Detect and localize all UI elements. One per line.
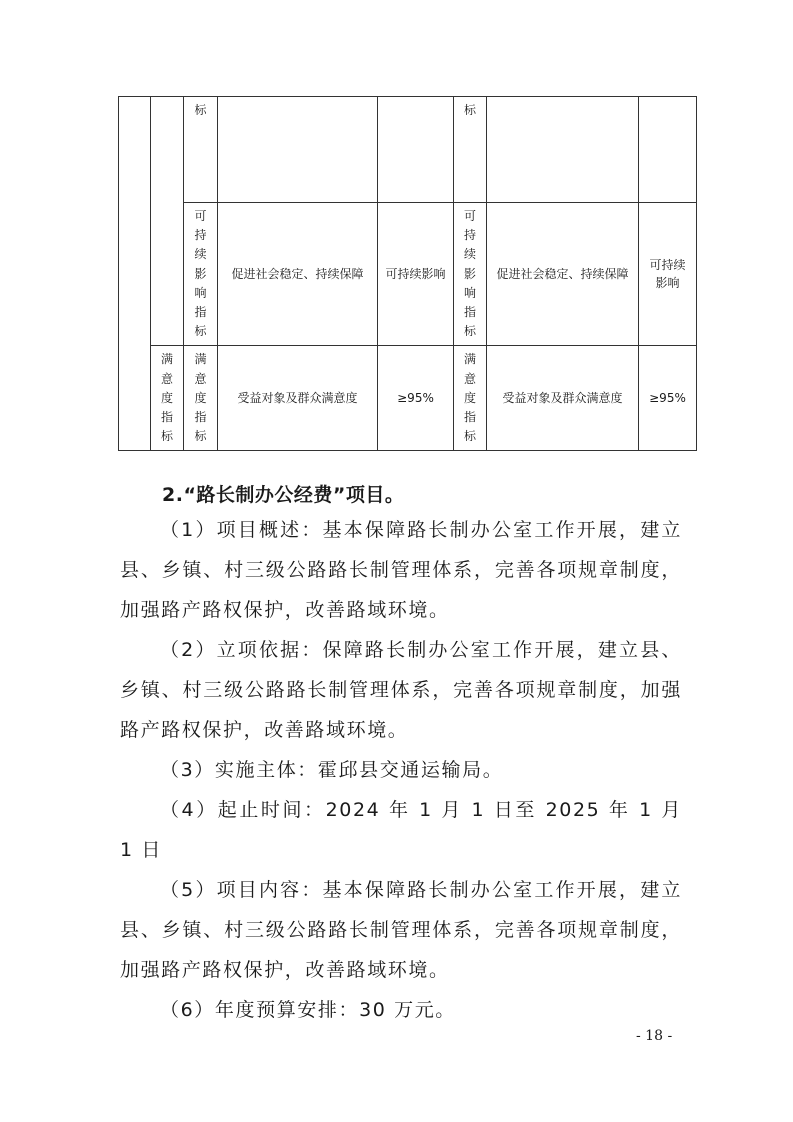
table-cell-value: ≥95% xyxy=(378,346,454,451)
table-cell-value: ≥95% xyxy=(639,346,697,451)
table-cell-sub-indicator: 标 xyxy=(184,97,218,203)
section-heading: 2.“路长制办公经费”项目。 xyxy=(162,484,405,506)
table-cell-blank-inner xyxy=(151,97,184,346)
indicator-table xyxy=(118,96,697,451)
table-cell-content xyxy=(218,97,378,203)
table-cell-blank-outer xyxy=(119,97,151,451)
table-cell-sub-indicator: 可 持 续 影 响 指 标 xyxy=(454,203,487,346)
table-cell-content xyxy=(487,97,639,203)
table-cell-value xyxy=(639,97,697,203)
table-row xyxy=(119,203,697,346)
paragraph-content: （5）项目内容：基本保障路长制办公室工作开展，建立县、乡镇、村三级公路路长制管理体系，完善各项规章制度，加强路产路权保护，改善路域环境。 xyxy=(120,879,682,981)
table-cell-value: 可持续影响 xyxy=(639,203,697,346)
table-cell-sub-indicator: 满 意 度 指 标 xyxy=(184,346,218,451)
table-cell-content: 受益对象及群众满意度 xyxy=(218,346,378,451)
table-cell-sub-indicator: 满 意 度 指 标 xyxy=(454,346,487,451)
paragraph-budget: （6）年度预算安排：30 万元。 xyxy=(160,999,456,1021)
table-cell-content: 促进社会稳定、持续保障 xyxy=(218,203,378,346)
paragraph-basis: （2）立项依据：保障路长制办公室工作开展，建立县、乡镇、村三级公路路长制管理体系，完善各项规章制度，加强路产路权保护，改善路域环境。 xyxy=(120,639,682,741)
table-cell-indicator: 满 意 度 指 标 xyxy=(151,346,184,451)
table-row xyxy=(119,346,697,451)
table-cell-sub-indicator: 标 xyxy=(454,97,487,203)
table-row xyxy=(119,97,697,203)
table-cell-sub-indicator: 可 持 续 影 响 指 标 xyxy=(184,203,218,346)
table-cell-value: 可持续影响 xyxy=(378,203,454,346)
table-cell-content: 促进社会稳定、持续保障 xyxy=(487,203,639,346)
paragraph-overview: （1）项目概述：基本保障路长制办公室工作开展，建立县、乡镇、村三级公路路长制管理体系，完善各项规章制度，加强路产路权保护，改善路域环境。 xyxy=(120,519,682,621)
paragraph-duration: （4）起止时间：2024 年 1 月 1 日至 2025 年 1 月 1 日 xyxy=(120,799,682,861)
table-cell-content: 受益对象及群众满意度 xyxy=(487,346,639,451)
paragraph-implementer: （3）实施主体：霍邱县交通运输局。 xyxy=(160,759,504,781)
table-cell-value xyxy=(378,97,454,203)
